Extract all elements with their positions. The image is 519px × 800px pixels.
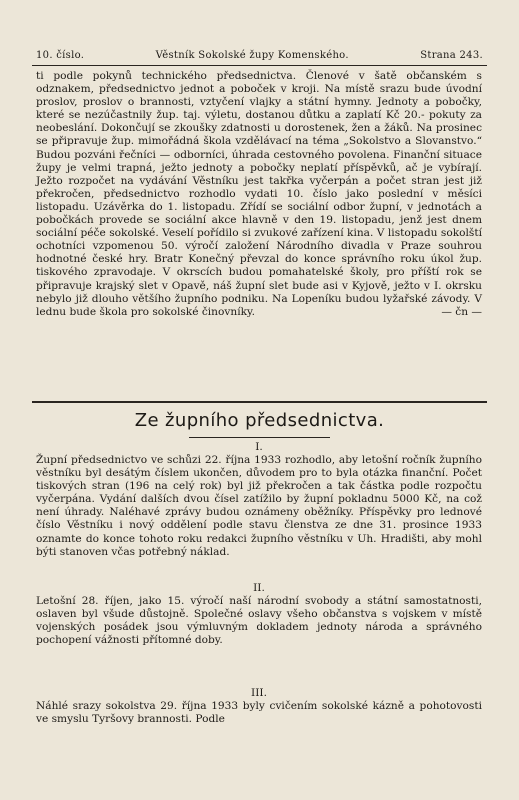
header-rule [32, 65, 487, 66]
section-numeral: I. [255, 441, 263, 453]
heading-underline [189, 437, 330, 438]
running-header [36, 50, 483, 61]
page-number: Strana 243. [420, 50, 483, 61]
section-text: Župní předsednictvo ve schůzi 22. října 1933 rozhodlo, aby letošní ročník župního věstníku byl desátým číslem ukončen, důvodem pro to byla otázka finanční. Počet tiskových stran (196 na celý rok) byl již překročen a tak částka podle rozpočtu vyčerpána. Vydání dalších dvou čísel zatížilo by župní pokladnu 5000 Kč, na což není úhrady. Naléhavé zprávy budou oznámeny oběžníky. Příspěvky pro lednové číslo Věstníku i nový oddělení podle stavu členstva ze dne 31. prosince 1933 oznamte do konce tohoto roku redakci župního věstníku v Uh. Hradišti, aby mohl býti stanoven včas potřebný náklad. [36, 454, 482, 558]
article-continued [36, 70, 482, 319]
section-text: Náhlé srazy sokolstva 29. října 1933 byly cvičením sokolské kázně a pohotovosti ve smyslu Tyršovy brannosti. Podle [36, 700, 482, 726]
section-3 [36, 687, 482, 726]
article-heading: Ze župního předsednictva. [134, 410, 385, 431]
section-text: Letošní 28. říjen, jako 15. výročí naší národní svobody a státní samostatnosti, oslaven byl všude důstojně. Společné oslavy všeho občanstva s vojskem v místě vojenských posádek jsou výmluvným dokladem jednoty národa a správného pochopení vážnosti přítomné doby. [36, 595, 482, 647]
journal-title: Věstník Sokolské župy Komenského. [155, 50, 349, 61]
article-continued-text: ti podle pokynů technického předsednictva. Členové v šatě občanském s odznakem, předsednictvo jednot a poboček v kroji. Na místě srazu bude úvodní proslov, proslov o brannosti, vztyčení vlajky a státní hymny. Jednoty a pobočky, které se nezúčastnily žup. taj. výletu, dostanou důtku a zaplatí Kč 20.- pokuty za neobeslání. Dokončují se zkoušky zdatnosti u dorostenek, žen a žáků. Na prosinec se připravuje žup. mimořádná škola vzdělávací na téma „Sokolstvo a Slovanstvo.“ Budou pozváni řečníci — odborníci, úhrada cestovného povolena. Finanční situace župy je velmi trapná, ježto jednoty a pobočky neplatí příspěvků, ač je vybírají. Ježto rozpočet na vydávání Věstníku jest takřka vyčerpán a počet stran jest již překročen, předsednictvo rozhodlo vydati 10. číslo jako poslední v měsíci listopadu. Uzávěrka do 1. listopadu. Zřídí se sociální odbor župní, v jednotách a pobočkách provede se sociální akce hlavně v den 19. listopadu, jenž jest dnem sociální péče sokolské. Veselí pořídilo si zvukové zařízení kina. V listopadu sokolští ochotníci vzpomenou 50. výročí založení Národního divadla v Praze souhrou hodnotné české hry. Bratr Konečný převzal do konce správního roku úkol žup. tiskového zpravodaje. V okrscích budou pomahatelské školy, pro příští rok se připravuje krajský slet v Opavě, náš župní slet bude asi v Kyjově, ježto v I. okrsku nebylo již dlouho většího župního podniku. Na Lopeníku budou lyžařské závody. V lednu bude škola pro sokolské činovníky. — čn — [36, 70, 482, 318]
section-1 [36, 441, 482, 559]
section-numeral: III. [251, 687, 267, 699]
section-2 [36, 582, 482, 647]
issue-number: 10. číslo. [36, 50, 85, 61]
section-numeral: II. [253, 582, 265, 594]
article-signature: — čn — [441, 305, 482, 318]
section-divider [32, 401, 487, 403]
